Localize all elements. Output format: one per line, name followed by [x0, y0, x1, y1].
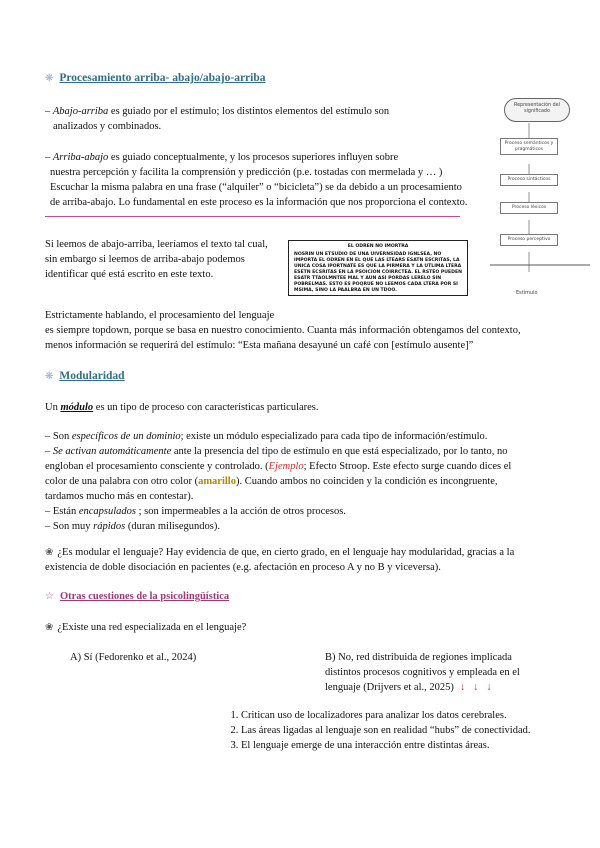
numbered-list [225, 708, 585, 753]
snowflake-bullet-icon: ❋ [45, 371, 54, 382]
paragraph-topdown: Estrictamente hablando, el procesamiento del lenguaje es siempre topdown, porque se basa en nuestro conocimiento. Cuanta más información obtengamos del contexto, menos información se requerirá del estímulo: “Esta mañana desayuné un café con [estímulo ausente]” [45, 310, 521, 351]
paragraph-reading: Si leemos de abajo-arriba, leeríamos el texto tal cual, sin embargo si leemos de arriba-abajo podemos identificar qué está escrito en este texto. [45, 239, 268, 280]
list-item: – Son muy rápidos (duran milisegundos). [45, 521, 221, 532]
section-heading-otras [45, 589, 229, 604]
list-item: – Se activan automáticamente ante la presencia del tipo de estímulo en que está especializado, por lo tanto, no [45, 446, 508, 457]
scrambled-text-image [288, 240, 468, 296]
section-heading-modularidad [45, 369, 125, 384]
term: Abajo-arriba [52, 106, 109, 117]
paragraph-arriba-abajo: – Arriba-abajo es guiado conceptualmente, y los procesos superiores influyen sobre nuestra percepción y facilita la comprensión y predicción (p.e. tostadas con mermelada y … ) Escuchar la misma palabra en una frase (“alquiler” o “bicicleta”) se da debido a un procesamiento de arriba-abajo. Lo fundamental en este proceso es la información que nos proporciona el contexto. [45, 152, 468, 208]
network-question: ❀ ¿Existe una red especializada en el lenguaje? [45, 622, 247, 633]
color-word: amarillo [198, 476, 236, 487]
flower-bullet-icon: ❀ [45, 622, 54, 633]
diagram-arrows [490, 92, 590, 302]
list-item: – Están encapsulados ; son impermeables a la acción de otros procesos. [45, 506, 346, 517]
box-syntactic: Proceso sintácticos [500, 174, 558, 186]
section-heading-procesamiento [45, 71, 266, 86]
snowflake-bullet-icon: ❋ [45, 73, 54, 84]
term: Arriba-abajo [52, 152, 109, 163]
box-semantic: Proceso semánticos y pragmáticos [500, 138, 558, 155]
modulo-intro: Un módulo es un tipo de proceso con características particulares. [45, 402, 319, 413]
modularity-list: – Son específicos de un dominio; existe un módulo especializado para cada tipo de información/estímulo. – Se activan automáticamente ante la presencia del tipo de estímulo en que está especializado, por lo tanto, no engloban el procesamiento consciente y controlado. (Ejemplo; Efecto Stroop. Este efecto surge cuando dices el color de una palabra con otro color (amarillo). Cuando ambos no coinciden y la condición es incongruente, tardamos mucho más en contestar). – Están encapsulados ; son impermeables a la acción de otros procesos. – Son muy rápidos (duran milisegundos). [45, 429, 590, 534]
example-label: Ejemplo [268, 461, 304, 472]
processing-levels-diagram [490, 92, 590, 302]
paragraph-abajo-arriba: – Abajo-arriba es guiado por el estímulo; los distintos elementos del estímulo son analizados y combinados. [45, 106, 390, 132]
section-title: Modularidad [59, 370, 125, 382]
image-body: NOSRIN UN ETSUDIO DE UNA UIVERNSIDAD IGNLSEA, NO IMPORTA EL ODREN EN EL QUE LAS LTEARS ESATN ESCRITAS, LA UNICA COSA IPORTNATE ES QUE LA PIRMERA Y LA UTLIMA LTERA ESETN ECSRITAS EN LA PSOICION COIRRCTEA. EL RSTEO PUEDEN ESATR TTAOLMNTEE MAL Y AUN ASI PORDAS LERELO SIN POBRELMAS. ESTO ES POQRUE NO LEEMOS CADA LTERA POR SI MSIMA, SINO LA PAALBRA EN UN TDOO. [294, 252, 462, 293]
answer-a: A) Sí (Fedorenko et al., 2024) [70, 652, 197, 663]
list-item: – Son específicos de un dominio; existe un módulo especializado para cada tipo de información/estímulo. [45, 431, 488, 442]
section-title: Otras cuestiones de la psicolingüística [59, 591, 230, 602]
box-lexical: Proceso léxicos [500, 202, 558, 214]
list-item: 2. Las áreas ligadas al lenguaje son en realidad “hubs” de conectividad. [241, 723, 585, 738]
flower-bullet-icon: ❀ [45, 547, 54, 558]
image-title: EL ODREN NO IMORTRA [347, 244, 409, 249]
divider [45, 216, 460, 217]
answer-b: B) No, red distribuida de regiones implicada distintos procesos cognitivos y empleada en el lenguaje (Drijvers et al., 2025) ↓↓↓ [325, 652, 520, 693]
meaning-cloud: Representación del significado [504, 98, 570, 122]
section-title: Procesamiento arriba- abajo/abajo-arriba [59, 72, 266, 84]
down-arrows-icon: ↓↓↓ [459, 682, 500, 693]
star-bullet-icon: ☆ [45, 591, 54, 602]
box-perceptive: Proceso perceptivo [500, 234, 558, 246]
stimulus-label: Estímulo [516, 290, 538, 296]
modularity-question: ❀ ¿Es modular el lenguaje? Hay evidencia de que, en cierto grado, en el lenguaje hay modularidad, gracias a la existencia de doble disociación en pacientes (e.g. afectación en proceso A y no B y viceversa). [45, 547, 515, 573]
list-item: 1. Critican uso de localizadores para analizar los datos cerebrales. [241, 708, 585, 723]
list-item: 3. El lenguaje emerge de una interacción entre distintas áreas. [241, 738, 585, 753]
